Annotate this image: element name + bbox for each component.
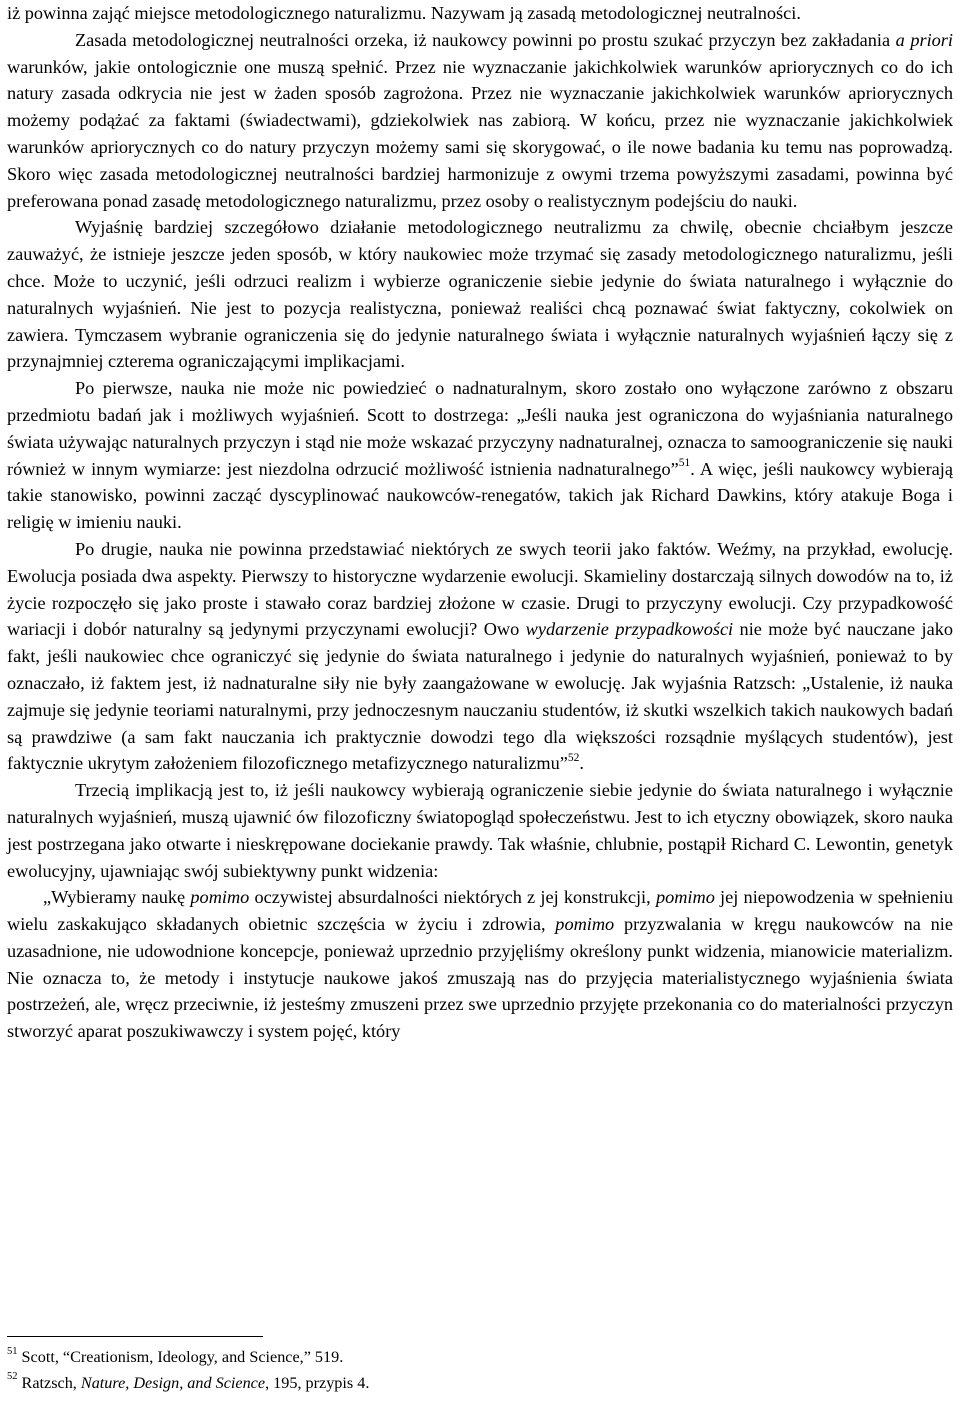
italic-term-a-priori: a priori — [895, 29, 953, 50]
italic-word-pomimo: pomimo — [555, 914, 615, 935]
footnote-number: 52 — [7, 1371, 18, 1383]
paragraph-text: Po drugie, nauka nie powinna przedstawiać niektórych ze swych teorii jako faktów. Weźmy, na przykład, ewolucję. Ewolucja posiada dwa aspekty. Pierwszy to historyczne wydarzenie ewolucji. Skamieliny dostarczają silnych dowodów na to, iż życie rozpoczęło się jako proste i stawało coraz bardziej złożone w czasie. Drugi to przyczyny ewolucji. Czy przypadkowość wariacji i dobór naturalny są jedynymi przyczynami ewolucji? Owo — [7, 538, 953, 640]
footnote-text: Ratzsch, — [21, 1373, 81, 1392]
paragraph-text: . A więc, jeśli naukowcy wybierają takie stanowisko, powinni zacząć dyscyplinować naukowców-renegatów, takich jak Richard Dawkins, który atakuje Boga i religię w imieniu nauki. — [7, 458, 953, 533]
quote-text: przyzwalania w kręgu naukowców na nie uzasadnione, nie udowodnione koncepcje, ponieważ uprzednio przyjęliśmy określony punkt widzenia, mianowicie materializm. Nie oznacza to, że metody i instytucje naukowe jakoś zmuszają nas do przyjęcia materialistycznego wyjaśnienia świata postrzeżeń, ale, wręcz przeciwnie, iż jesteśmy zmuszeni przez swe uprzednio przyjęte przekonania co do materialności przyczyn stworzyć aparat poszukiwawczy i system pojęć, który — [7, 914, 953, 1042]
paragraph-text: Po pierwsze, nauka nie może nic powiedzieć o nadnaturalnym, skoro zostało ono wyłączone zarówno z obszaru przedmiotu badań jak i możliwych wyjaśnień. Scott to dostrzega: „Jeśli nauka jest ograniczona do wyjaśniania naturalnego świata używając naturalnych przyczyn i stąd nie może wskazać przyczyny nadnaturalnej, oznacza to samoograniczenie się nauki również w innym wymiarze: jest niezdolna odrzucić możliwość istnienia nadnaturalnego” — [7, 378, 953, 479]
footnote-51 — [7, 1345, 953, 1371]
footnote-52 — [7, 1371, 953, 1397]
footnote-book-title: Nature, Design, and Science — [80, 1373, 266, 1392]
paragraph-text: iż powinna zająć miejsce metodologicznego naturalizmu. Nazywam ją zasadą metodologicznej neutralności. — [7, 3, 801, 23]
footnote-divider — [7, 1336, 263, 1337]
document-page — [7, 0, 953, 1045]
paragraph-text: nie może być nauczane jako fakt, jeśli naukowiec chce ograniczyć się jedynie do świata naturalnego i jedynie do naturalnych wyjaśnień, ponieważ to by oznaczało, iż faktem jest, iż nadnaturalne siły nie były zaangażowane w ewolucję. Jak wyjaśnia Ratzsch: „Ustalenie, iż nauka zajmuje się jedynie teoriami naturalnymi, przy jednoczesnym nauczaniu studentów, iż skutki wszelkich takich naukowych badań są prawdziwe (a sam fakt nauczania ich praktycznie dowodzi tego dla większości rozsądnie myślących studentów), jest faktycznie ukrytym założeniem filozoficznego metafizycznego naturalizmu” — [7, 619, 953, 774]
paragraph-6 — [7, 777, 953, 884]
paragraph-text: Zasada metodologicznej neutralności orzeka, iż naukowcy powinni po prostu szukać przyczyn bez zakładania — [75, 29, 896, 50]
quote-text: jej niepowodzenia w spełnieniu wielu zaskakująco składanych obietnic szczęścia w życiu i zdrowia, — [7, 887, 953, 935]
paragraph-2 — [7, 27, 953, 215]
paragraph-text: . — [579, 753, 584, 774]
quote-text: oczywistej absurdalności niektórych z jej konstrukcji, — [249, 887, 656, 908]
paragraph-1 — [7, 0, 953, 27]
quote-text: „Wybieramy naukę — [43, 887, 191, 908]
block-quote — [7, 884, 953, 1045]
footnotes-section — [7, 1336, 953, 1396]
italic-phrase: wydarzenie przypadkowości — [525, 619, 734, 640]
paragraph-4 — [7, 375, 953, 536]
footnote-number: 51 — [7, 1345, 18, 1357]
paragraph-3 — [7, 214, 953, 375]
italic-word-pomimo: pomimo — [190, 887, 250, 908]
paragraph-text: Trzecią implikacją jest to, iż jeśli naukowcy wybierają ograniczenie siebie jedynie do świata naturalnego i wyłącznie naturalnych wyjaśnień, muszą ujawnić ów filozoficzny światopogląd społeczeństwu. Jest to ich etyczny obowiązek, skoro nauka jest postrzegana jako otwarte i nieskrępowane dociekanie prawdy. Tak właśnie, chlubnie, postąpił Richard C. Lewontin, genetyk ewolucyjny, ujawniając swój subiektywny punkt widzenia: — [7, 780, 953, 881]
footnote-ref-52[interactable]: 52 — [567, 752, 580, 765]
footnote-text: Scott, “Creationism, Ideology, and Science,” 519. — [21, 1348, 344, 1366]
paragraph-text: Wyjaśnię bardziej szczegółowo działanie metodologicznego neutralizmu za chwilę, obecnie chciałbym jeszcze zauważyć, że istnieje jeszcze jeden sposób, w który naukowiec może trzymać się zasady metodologicznego naturalizmu, jeśli chce. Może to uczynić, jeśli odrzuci realizm i wybierze ograniczenie siebie jedynie do świata naturalnego i wyłącznie do naturalnych wyjaśnień. Nie jest to pozycja realistyczna, ponieważ realiści chcą poznawać świat faktyczny, cokolwiek on zawiera. Tymczasem wybranie ograniczenia się do jedynie naturalnego świata i wyłącznie naturalnych wyjaśnień łączy się z przynajmniej czterema ograniczającymi implikacjami. — [7, 217, 953, 372]
paragraph-5 — [7, 536, 953, 777]
footnote-text: , 195, przypis 4. — [265, 1373, 370, 1392]
footnote-ref-51[interactable]: 51 — [678, 457, 691, 470]
paragraph-text: warunków, jakie ontologicznie one muszą spełnić. Przez nie wyznaczanie jakichkolwiek warunków apriorycznych co do ich natury zasada odkrycia nie jest w żaden sposób zagrożona. Przez nie wyznaczanie jakichkolwiek warunków apriorycznych możemy podążać za faktami (świadectwami), gdziekolwiek nas zabiorą. W końcu, przez nie wyznaczanie jakichkolwiek warunków apriorycznych co do natury przyczyn możemy sami się skorygować, o ile nowe badania ku temu nas poprowadzą. Skoro więc zasada metodologicznej neutralności bardziej harmonizuje z owymi trzema powyższymi zasadami, powinna być preferowana ponad zasadę metodologicznego naturalizmu, przez osoby o realistycznym podejściu do nauki. — [7, 56, 953, 211]
italic-word-pomimo: pomimo — [655, 887, 715, 908]
